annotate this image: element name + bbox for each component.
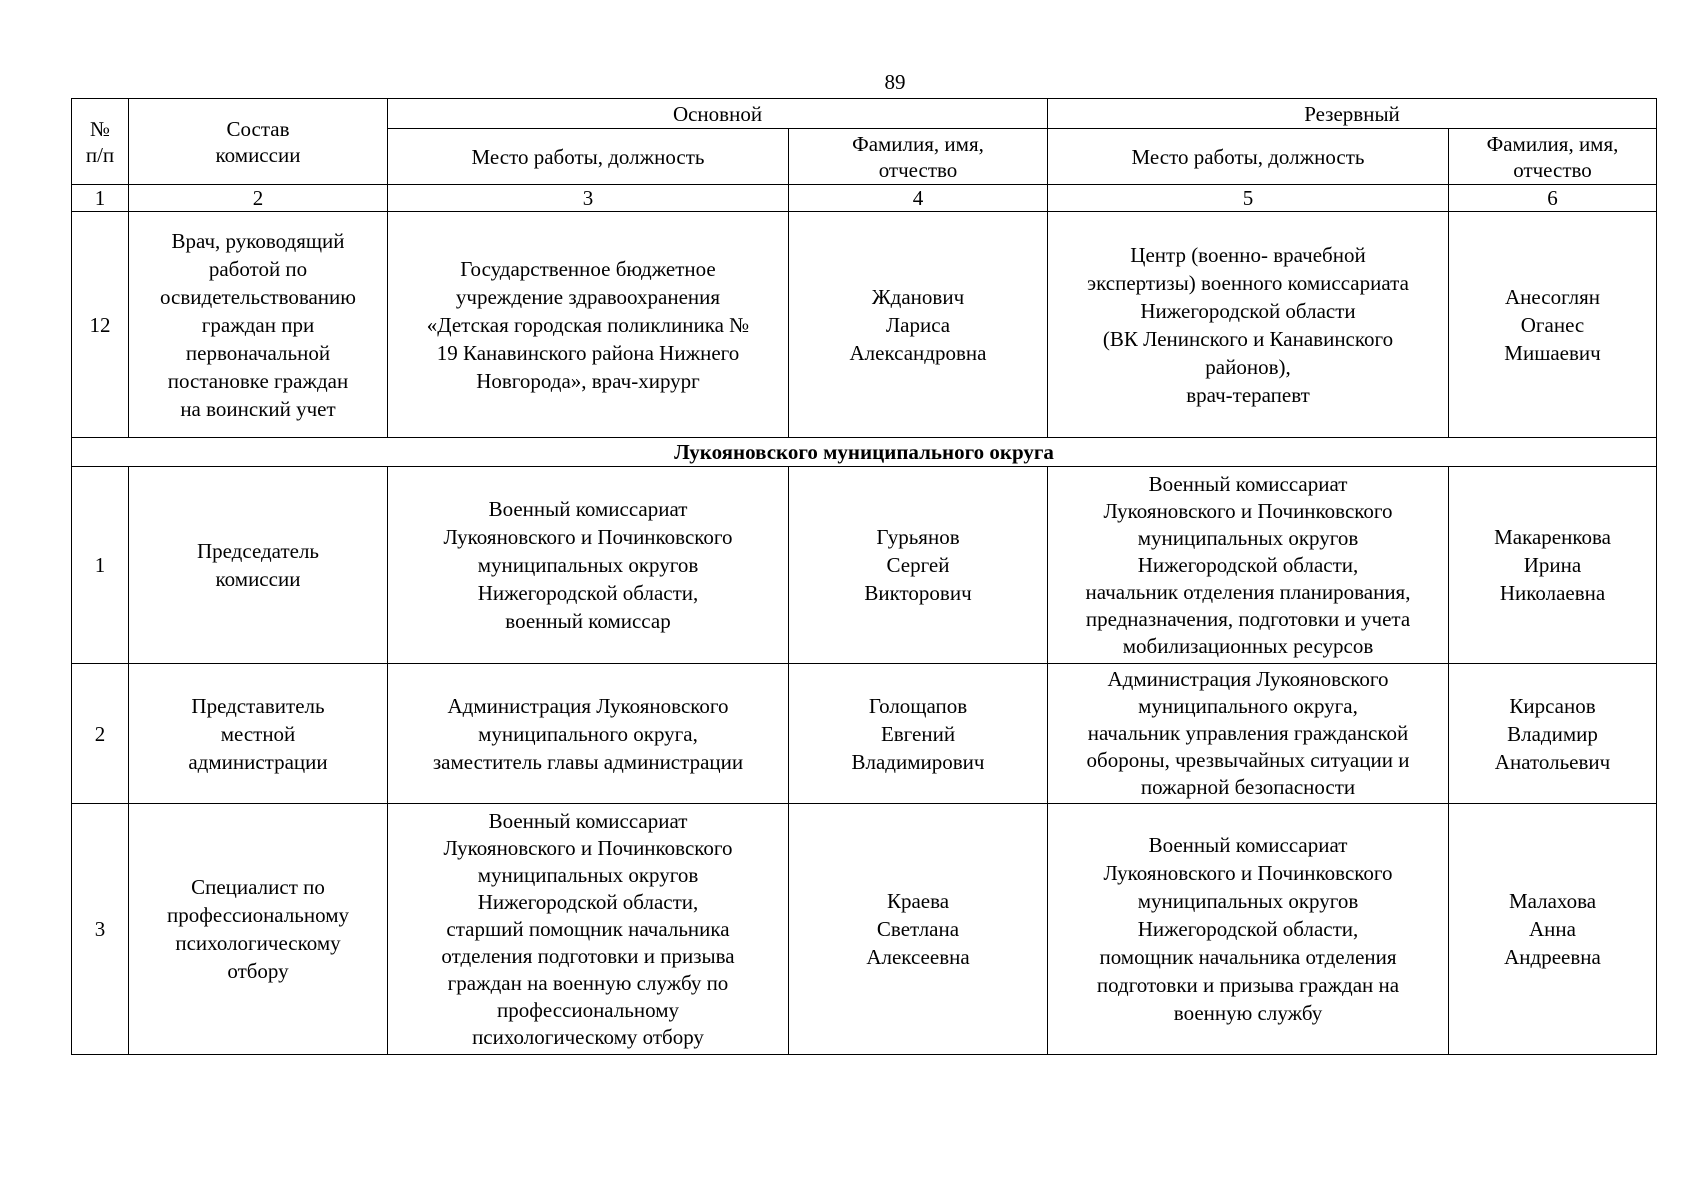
row-num: 2 xyxy=(72,664,129,804)
row-reserve-fio: Макаренкова Ирина Николаевна xyxy=(1449,467,1657,664)
row-num: 1 xyxy=(72,467,129,664)
row-main-workplace: Военный комиссариат Лукояновского и Починковского муниципальных округов Нижегородской области, военный комиссар xyxy=(388,467,789,664)
table-row xyxy=(72,467,1657,664)
header-main: Основной xyxy=(388,99,1048,129)
column-number: 5 xyxy=(1048,185,1449,212)
commission-table xyxy=(71,98,1657,1055)
section-title: Лукояновского муниципального округа xyxy=(72,438,1657,467)
header-reserve-workplace: Место работы, должность xyxy=(1048,129,1449,185)
row-main-workplace: Администрация Лукояновского муниципального округа, заместитель главы администрации xyxy=(388,664,789,804)
header-reserve-fio: Фамилия, имя, отчество xyxy=(1449,129,1657,185)
row-reserve-fio: Анесоглян Оганес Мишаевич xyxy=(1449,212,1657,438)
row-reserve-workplace: Центр (военно- врачебной экспертизы) военного комиссариата Нижегородской области (ВК Ленинского и Канавинского районов), врач-терапевт xyxy=(1048,212,1449,438)
row-num: 12 xyxy=(72,212,129,438)
row-main-fio: Жданович Лариса Александровна xyxy=(789,212,1048,438)
row-reserve-fio: Кирсанов Владимир Анатольевич xyxy=(1449,664,1657,804)
header-num: № п/п xyxy=(72,99,129,185)
table-header xyxy=(72,99,1657,212)
column-number: 6 xyxy=(1449,185,1657,212)
row-reserve-fio: Малахова Анна Андреевна xyxy=(1449,804,1657,1055)
header-reserve: Резервный xyxy=(1048,99,1657,129)
row-reserve-workplace: Военный комиссариат Лукояновского и Починковского муниципальных округов Нижегородской области, начальник отделения планирования, предназначения, подготовки и учета мобилизационных ресурсов xyxy=(1048,467,1449,664)
row-composition: Председатель комиссии xyxy=(129,467,388,664)
table-row xyxy=(72,664,1657,804)
row-composition: Врач, руководящий работой по освидетельствованию граждан при первоначальной постановке граждан на воинский учет xyxy=(129,212,388,438)
row-main-workplace: Государственное бюджетное учреждение здравоохранения «Детская городская поликлиника № 19 Канавинского района Нижнего Новгорода», врач-хирург xyxy=(388,212,789,438)
row-composition: Специалист по профессиональному психологическому отбору xyxy=(129,804,388,1055)
header-composition: Состав комиссии xyxy=(129,99,388,185)
header-main-fio: Фамилия, имя, отчество xyxy=(789,129,1048,185)
row-num: 3 xyxy=(72,804,129,1055)
row-reserve-workplace: Военный комиссариат Лукояновского и Починковского муниципальных округов Нижегородской области, помощник начальника отделения подготовки и призыва граждан на военную службу xyxy=(1048,804,1449,1055)
row-main-fio: Голощапов Евгений Владимирович xyxy=(789,664,1048,804)
row-main-fio: Гурьянов Сергей Викторович xyxy=(789,467,1048,664)
page-number: 89 xyxy=(884,70,906,94)
table-row xyxy=(72,804,1657,1055)
table-row xyxy=(72,212,1657,438)
column-number: 1 xyxy=(72,185,129,212)
row-main-workplace: Военный комиссариат Лукояновского и Починковского муниципальных округов Нижегородской области, старший помощник начальника отделения подготовки и призыва граждан на военную службу по профессиональному психологическому отбору xyxy=(388,804,789,1055)
column-number: 2 xyxy=(129,185,388,212)
row-composition: Представитель местной администрации xyxy=(129,664,388,804)
column-number: 3 xyxy=(388,185,789,212)
column-number: 4 xyxy=(789,185,1048,212)
column-numbers-row xyxy=(72,185,1657,212)
row-reserve-workplace: Администрация Лукояновского муниципального округа, начальник управления гражданской обороны, чрезвычайных ситуации и пожарной безопасности xyxy=(1048,664,1449,804)
row-main-fio: Краева Светлана Алексеевна xyxy=(789,804,1048,1055)
header-main-workplace: Место работы, должность xyxy=(388,129,789,185)
section-row xyxy=(72,438,1657,467)
